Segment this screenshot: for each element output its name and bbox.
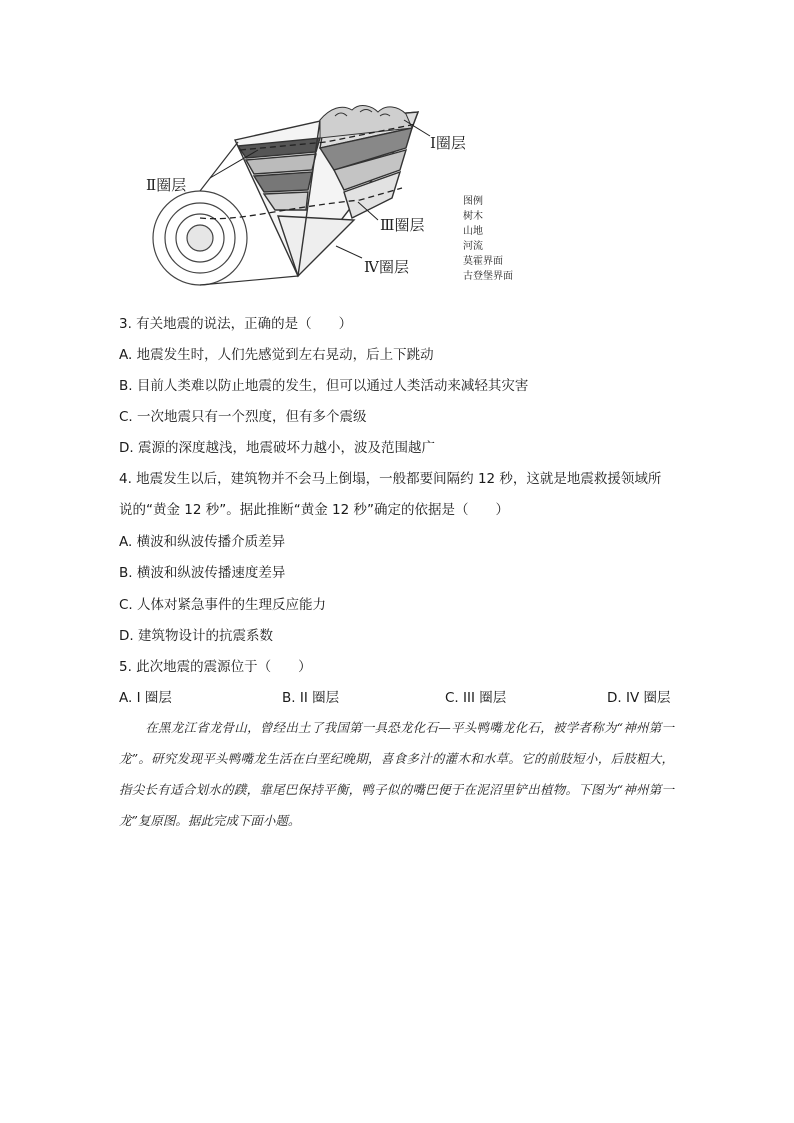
legend-item-mountains: 山地 — [463, 226, 483, 237]
question-5-stem: 5. 此次地震的震源位于（ ） — [119, 659, 312, 675]
diagram-legend — [463, 194, 513, 284]
layer-1-label: Ⅰ圈层 — [430, 134, 466, 152]
question-4-stem-line1: 4. 地震发生以后，建筑物并不会马上倒塌，一般都要间隔约 12 秒，这就是地震救援领域所 — [119, 471, 662, 487]
question-5-option-d: D. IV 圈层 — [607, 690, 671, 706]
question-3-option-a: A. 地震发生时，人们先感觉到左右晃动，后上下跳动 — [119, 347, 434, 363]
question-5-option-a: A. I 圈层 — [119, 690, 172, 706]
question-4-stem-line2: 说的“黄金 12 秒”。据此推断“黄金 12 秒”确定的依据是（ ） — [119, 502, 509, 518]
reading-passage — [119, 712, 674, 836]
question-4-option-b: B. 横波和纵波传播速度差异 — [119, 565, 286, 581]
layer-2-label: Ⅱ圈层 — [146, 176, 187, 194]
question-4-option-d: D. 建筑物设计的抗震系数 — [119, 628, 273, 644]
layer-3-label: Ⅲ圈层 — [380, 216, 425, 234]
legend-item-rivers: 河流 — [463, 241, 483, 252]
question-4-option-a: A. 横波和纵波传播介质差异 — [119, 534, 286, 550]
question-5-option-c: C. III 圈层 — [445, 690, 507, 706]
question-3-stem: 3. 有关地震的说法，正确的是（ ） — [119, 316, 353, 332]
passage-text: 在黑龙江省龙骨山，曾经出土了我国第一具恐龙化石—平头鸭嘴龙化石，被学者称为“神州第一龙”。研究发现平头鸭嘴龙生活在白垩纪晚期，喜食多汁的灌木和水草。它的前肢短小，后肢粗大，指尖长有适合划水的蹼，靠尾巴保持平衡，鸭子似的嘴巴便于在泥沼里铲出植物。下图为“神州第一龙”复原图。据此完成下面小题。 — [119, 720, 674, 828]
legend-item-moho: 莫霍界面 — [463, 256, 503, 267]
legend-item-trees: 树木 — [463, 211, 483, 222]
legend-title: 图例 — [463, 196, 483, 207]
legend-item-gutenberg: 古登堡界面 — [463, 271, 513, 282]
question-3-option-d: D. 震源的深度越浅，地震破坏力越小，波及范围越广 — [119, 440, 435, 456]
question-3-option-b: B. 目前人类难以防止地震的发生，但可以通过人类活动来减轻其灾害 — [119, 378, 529, 394]
question-3-option-c: C. 一次地震只有一个烈度，但有多个震级 — [119, 409, 367, 425]
globe-circles — [153, 191, 247, 285]
question-5-option-b: B. II 圈层 — [282, 690, 340, 706]
question-4-option-c: C. 人体对紧急事件的生理反应能力 — [119, 597, 327, 613]
layer-4-label: Ⅳ圈层 — [364, 258, 409, 276]
